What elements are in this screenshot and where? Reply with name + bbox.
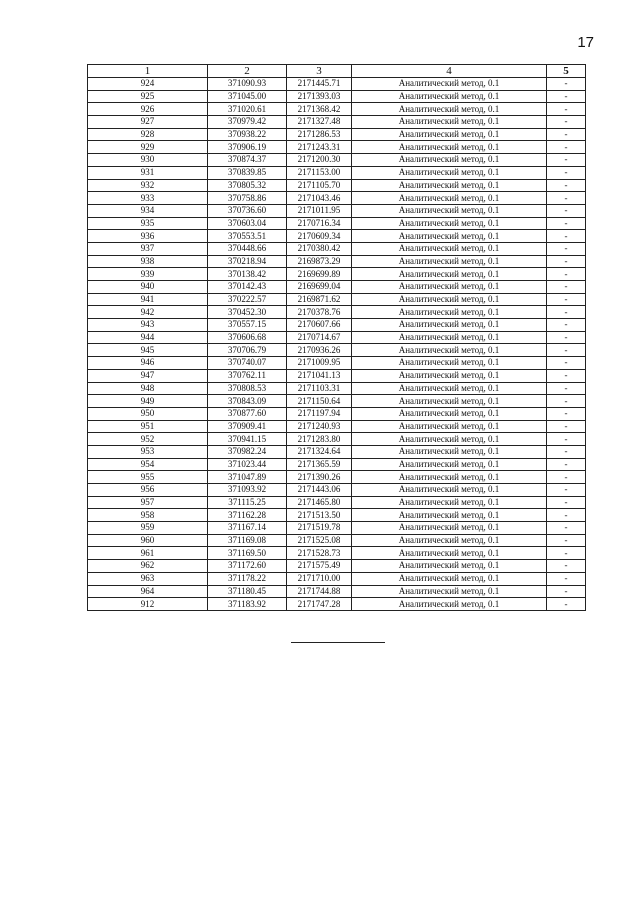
table-cell: 370938.22 (208, 128, 287, 141)
table-cell: 935 (88, 217, 208, 230)
table-cell: - (547, 293, 586, 306)
table-cell: 370762.11 (208, 369, 287, 382)
table-cell: Аналитический метод, 0.1 (352, 560, 547, 573)
table-row (88, 458, 586, 471)
table-cell: 371115.25 (208, 496, 287, 509)
table-cell: - (547, 331, 586, 344)
table-cell: 370941.15 (208, 433, 287, 446)
table-cell: 371169.50 (208, 547, 287, 560)
table-cell: - (547, 522, 586, 535)
table-row (88, 306, 586, 319)
table-cell: 932 (88, 179, 208, 192)
table-cell: Аналитический метод, 0.1 (352, 585, 547, 598)
table-cell: Аналитический метод, 0.1 (352, 204, 547, 217)
table-cell: 370877.60 (208, 407, 287, 420)
table-cell: Аналитический метод, 0.1 (352, 90, 547, 103)
table-cell: 370982.24 (208, 445, 287, 458)
table-cell: - (547, 382, 586, 395)
page-number: 17 (577, 34, 594, 51)
table-cell: 941 (88, 293, 208, 306)
table-row (88, 255, 586, 268)
table-row (88, 598, 586, 611)
table-cell: Аналитический метод, 0.1 (352, 179, 547, 192)
column-header: 2 (208, 65, 287, 78)
table-cell: 2169699.04 (287, 281, 352, 294)
table-cell: 2171747.28 (287, 598, 352, 611)
table-cell: - (547, 344, 586, 357)
table-cell: - (547, 547, 586, 560)
table-cell: 934 (88, 204, 208, 217)
table-row (88, 509, 586, 522)
table-cell: 924 (88, 78, 208, 91)
table-cell: 371180.45 (208, 585, 287, 598)
table-cell: 940 (88, 281, 208, 294)
table-cell: 2171009.95 (287, 357, 352, 370)
table-cell: 2171041.13 (287, 369, 352, 382)
table-row (88, 585, 586, 598)
table-cell: - (547, 509, 586, 522)
table-cell: 2171283.80 (287, 433, 352, 446)
table-cell: 2171197.94 (287, 407, 352, 420)
table-row (88, 116, 586, 129)
table-cell: 371045.00 (208, 90, 287, 103)
table-row (88, 179, 586, 192)
table-cell: 2171011.95 (287, 204, 352, 217)
table-row (88, 344, 586, 357)
table-cell: 370808.53 (208, 382, 287, 395)
table-cell: 370805.32 (208, 179, 287, 192)
column-header: 3 (287, 65, 352, 78)
table-cell: - (547, 242, 586, 255)
table-cell: 2170936.26 (287, 344, 352, 357)
table-cell: 370736.60 (208, 204, 287, 217)
table-cell: 370979.42 (208, 116, 287, 129)
table-row (88, 382, 586, 395)
table-cell: Аналитический метод, 0.1 (352, 230, 547, 243)
table-cell: 936 (88, 230, 208, 243)
table-cell: 937 (88, 242, 208, 255)
table-row (88, 407, 586, 420)
table-cell: 955 (88, 471, 208, 484)
table-cell: - (547, 90, 586, 103)
table-cell: 371093.92 (208, 484, 287, 497)
table-cell: - (547, 458, 586, 471)
table-cell: 370222.57 (208, 293, 287, 306)
coordinates-table (87, 64, 586, 611)
table-cell: 2170609.34 (287, 230, 352, 243)
table-cell: Аналитический метод, 0.1 (352, 293, 547, 306)
table-cell: - (547, 585, 586, 598)
table-cell: 930 (88, 154, 208, 167)
table-cell: - (547, 433, 586, 446)
table-cell: 2169873.29 (287, 255, 352, 268)
table-cell: 2171243.31 (287, 141, 352, 154)
table-cell: 2171368.42 (287, 103, 352, 116)
table-cell: - (547, 534, 586, 547)
table-row (88, 547, 586, 560)
table-cell: Аналитический метод, 0.1 (352, 103, 547, 116)
table-cell: 2170714.67 (287, 331, 352, 344)
table-row (88, 522, 586, 535)
table-cell: Аналитический метод, 0.1 (352, 407, 547, 420)
table-cell: - (547, 572, 586, 585)
table-cell: 954 (88, 458, 208, 471)
table-row (88, 560, 586, 573)
table-cell: 370906.19 (208, 141, 287, 154)
table-cell: 962 (88, 560, 208, 573)
table-cell: 370839.85 (208, 166, 287, 179)
table-cell: 960 (88, 534, 208, 547)
table-row (88, 357, 586, 370)
table-cell: Аналитический метод, 0.1 (352, 534, 547, 547)
table-cell: 2171043.46 (287, 192, 352, 205)
table-cell: 929 (88, 141, 208, 154)
table-cell: 2171200.30 (287, 154, 352, 167)
table-row (88, 192, 586, 205)
table-row (88, 484, 586, 497)
table-cell: Аналитический метод, 0.1 (352, 458, 547, 471)
table-cell: Аналитический метод, 0.1 (352, 344, 547, 357)
table-cell: - (547, 268, 586, 281)
table-cell: 942 (88, 306, 208, 319)
table-cell: - (547, 103, 586, 116)
table-row (88, 293, 586, 306)
table-cell: 959 (88, 522, 208, 535)
table-cell: 928 (88, 128, 208, 141)
table-cell: 2171575.49 (287, 560, 352, 573)
table-cell: - (547, 179, 586, 192)
table-cell: 2170607.66 (287, 319, 352, 332)
table-cell: 370603.04 (208, 217, 287, 230)
table-cell: - (547, 496, 586, 509)
table-row (88, 534, 586, 547)
table-cell: - (547, 445, 586, 458)
table-cell: 2170380.42 (287, 242, 352, 255)
column-header: 1 (88, 65, 208, 78)
table-cell: 2171710.00 (287, 572, 352, 585)
table-cell: 370758.86 (208, 192, 287, 205)
table-cell: 370452.30 (208, 306, 287, 319)
table-cell: 2171744.88 (287, 585, 352, 598)
table-cell: 371020.61 (208, 103, 287, 116)
table-cell: 948 (88, 382, 208, 395)
table-row (88, 204, 586, 217)
table-row (88, 572, 586, 585)
table-row (88, 496, 586, 509)
table-cell: Аналитический метод, 0.1 (352, 471, 547, 484)
table-cell: 371183.92 (208, 598, 287, 611)
table-cell: 2171528.73 (287, 547, 352, 560)
table-cell: 370740.07 (208, 357, 287, 370)
table-cell: 912 (88, 598, 208, 611)
table-cell: Аналитический метод, 0.1 (352, 547, 547, 560)
table-row (88, 242, 586, 255)
table-cell: 370874.37 (208, 154, 287, 167)
table-cell: 2171286.53 (287, 128, 352, 141)
table-cell: Аналитический метод, 0.1 (352, 509, 547, 522)
table-cell: Аналитический метод, 0.1 (352, 420, 547, 433)
table-cell: 957 (88, 496, 208, 509)
table-cell: - (547, 192, 586, 205)
table-cell: 2171513.50 (287, 509, 352, 522)
table-cell: - (547, 420, 586, 433)
table-cell: - (547, 116, 586, 129)
table-cell: 961 (88, 547, 208, 560)
table-cell: 2171390.26 (287, 471, 352, 484)
table-cell: 949 (88, 395, 208, 408)
table-cell: - (547, 357, 586, 370)
table-cell: Аналитический метод, 0.1 (352, 217, 547, 230)
table-cell: - (547, 230, 586, 243)
table-cell: - (547, 319, 586, 332)
table-cell: 2170378.76 (287, 306, 352, 319)
table-cell: 371172.60 (208, 560, 287, 573)
table-cell: - (547, 204, 586, 217)
table-cell: Аналитический метод, 0.1 (352, 382, 547, 395)
table-row (88, 281, 586, 294)
table-cell: 2169871.62 (287, 293, 352, 306)
table-cell: - (547, 471, 586, 484)
table-cell: Аналитический метод, 0.1 (352, 445, 547, 458)
table-cell: Аналитический метод, 0.1 (352, 128, 547, 141)
table-cell: 926 (88, 103, 208, 116)
table-cell: 370843.09 (208, 395, 287, 408)
table-cell: Аналитический метод, 0.1 (352, 572, 547, 585)
table-cell: 958 (88, 509, 208, 522)
end-of-table-rule (291, 642, 385, 643)
table-cell: Аналитический метод, 0.1 (352, 319, 547, 332)
table-row (88, 369, 586, 382)
table-cell: 950 (88, 407, 208, 420)
table-cell: Аналитический метод, 0.1 (352, 369, 547, 382)
table-cell: 946 (88, 357, 208, 370)
table-cell: 2171103.31 (287, 382, 352, 395)
table-cell: 371178.22 (208, 572, 287, 585)
column-header: 4 (352, 65, 547, 78)
table-cell: 2171105.70 (287, 179, 352, 192)
column-header: 5 (547, 65, 586, 78)
table-cell: 370142.43 (208, 281, 287, 294)
table-cell: 938 (88, 255, 208, 268)
table-cell: Аналитический метод, 0.1 (352, 141, 547, 154)
table-cell: Аналитический метод, 0.1 (352, 522, 547, 535)
table-cell: 371090.93 (208, 78, 287, 91)
table-cell: Аналитический метод, 0.1 (352, 192, 547, 205)
table-row (88, 166, 586, 179)
table-row (88, 420, 586, 433)
table-cell: 931 (88, 166, 208, 179)
table-cell: 370138.42 (208, 268, 287, 281)
table-cell: Аналитический метод, 0.1 (352, 116, 547, 129)
table-cell: 2171327.48 (287, 116, 352, 129)
table-cell: 371167.14 (208, 522, 287, 535)
table-cell: 370606.68 (208, 331, 287, 344)
table-cell: Аналитический метод, 0.1 (352, 154, 547, 167)
table-row (88, 395, 586, 408)
table-cell: 925 (88, 90, 208, 103)
table-cell: 370448.66 (208, 242, 287, 255)
table-row (88, 331, 586, 344)
table-cell: 952 (88, 433, 208, 446)
table-cell: 2171519.78 (287, 522, 352, 535)
table-cell: 371047.89 (208, 471, 287, 484)
table-cell: Аналитический метод, 0.1 (352, 306, 547, 319)
table-cell: - (547, 306, 586, 319)
table-cell: 371169.08 (208, 534, 287, 547)
table-cell: 2170716.34 (287, 217, 352, 230)
table-cell: - (547, 407, 586, 420)
table-row (88, 230, 586, 243)
table-cell: - (547, 141, 586, 154)
table-row (88, 103, 586, 116)
table-cell: 371162.28 (208, 509, 287, 522)
table-cell: 2171240.93 (287, 420, 352, 433)
table-cell: 933 (88, 192, 208, 205)
table-cell: 371023.44 (208, 458, 287, 471)
table-cell: - (547, 255, 586, 268)
table-cell: - (547, 369, 586, 382)
table-cell: 939 (88, 268, 208, 281)
table-row (88, 78, 586, 91)
table-cell: Аналитический метод, 0.1 (352, 166, 547, 179)
table-cell: 2171443.06 (287, 484, 352, 497)
table-cell: - (547, 78, 586, 91)
table-row (88, 433, 586, 446)
table-cell: 2171365.59 (287, 458, 352, 471)
table-cell: - (547, 166, 586, 179)
table-cell: 2171445.71 (287, 78, 352, 91)
table-cell: Аналитический метод, 0.1 (352, 496, 547, 509)
table-cell: 370706.79 (208, 344, 287, 357)
table-cell: 945 (88, 344, 208, 357)
table-cell: 2171153.00 (287, 166, 352, 179)
table-cell: Аналитический метод, 0.1 (352, 484, 547, 497)
table-cell: 2171150.64 (287, 395, 352, 408)
table-cell: Аналитический метод, 0.1 (352, 78, 547, 91)
table-cell: 2171393.03 (287, 90, 352, 103)
table-cell: 370909.41 (208, 420, 287, 433)
table-body (88, 78, 586, 611)
table-cell: Аналитический метод, 0.1 (352, 598, 547, 611)
table-cell: 964 (88, 585, 208, 598)
table-cell: - (547, 281, 586, 294)
table-cell: - (547, 154, 586, 167)
table-row (88, 471, 586, 484)
table-header-row (88, 65, 586, 78)
table-cell: 370218.94 (208, 255, 287, 268)
table-cell: 953 (88, 445, 208, 458)
table-cell: Аналитический метод, 0.1 (352, 268, 547, 281)
table-row (88, 217, 586, 230)
table-cell: 927 (88, 116, 208, 129)
table-row (88, 128, 586, 141)
table-row (88, 154, 586, 167)
table-cell: 947 (88, 369, 208, 382)
table-cell: 963 (88, 572, 208, 585)
table-cell: - (547, 560, 586, 573)
table-cell: 951 (88, 420, 208, 433)
table-cell: 370553.51 (208, 230, 287, 243)
table-cell: Аналитический метод, 0.1 (352, 433, 547, 446)
table-cell: - (547, 484, 586, 497)
table-cell: 956 (88, 484, 208, 497)
table-cell: 944 (88, 331, 208, 344)
table-cell: 2171324.64 (287, 445, 352, 458)
table-cell: 370557.15 (208, 319, 287, 332)
table-cell: 2169699.89 (287, 268, 352, 281)
table-cell: - (547, 395, 586, 408)
table-row (88, 268, 586, 281)
table-cell: 2171465.80 (287, 496, 352, 509)
table-cell: 2171525.08 (287, 534, 352, 547)
table-row (88, 445, 586, 458)
table-cell: - (547, 217, 586, 230)
table-cell: 943 (88, 319, 208, 332)
table-cell: Аналитический метод, 0.1 (352, 281, 547, 294)
table-cell: - (547, 598, 586, 611)
table-cell: Аналитический метод, 0.1 (352, 395, 547, 408)
table-row (88, 90, 586, 103)
table-cell: Аналитический метод, 0.1 (352, 255, 547, 268)
table-cell: Аналитический метод, 0.1 (352, 242, 547, 255)
table-cell: Аналитический метод, 0.1 (352, 331, 547, 344)
table-row (88, 141, 586, 154)
table-row (88, 319, 586, 332)
table-cell: - (547, 128, 586, 141)
table-cell: Аналитический метод, 0.1 (352, 357, 547, 370)
